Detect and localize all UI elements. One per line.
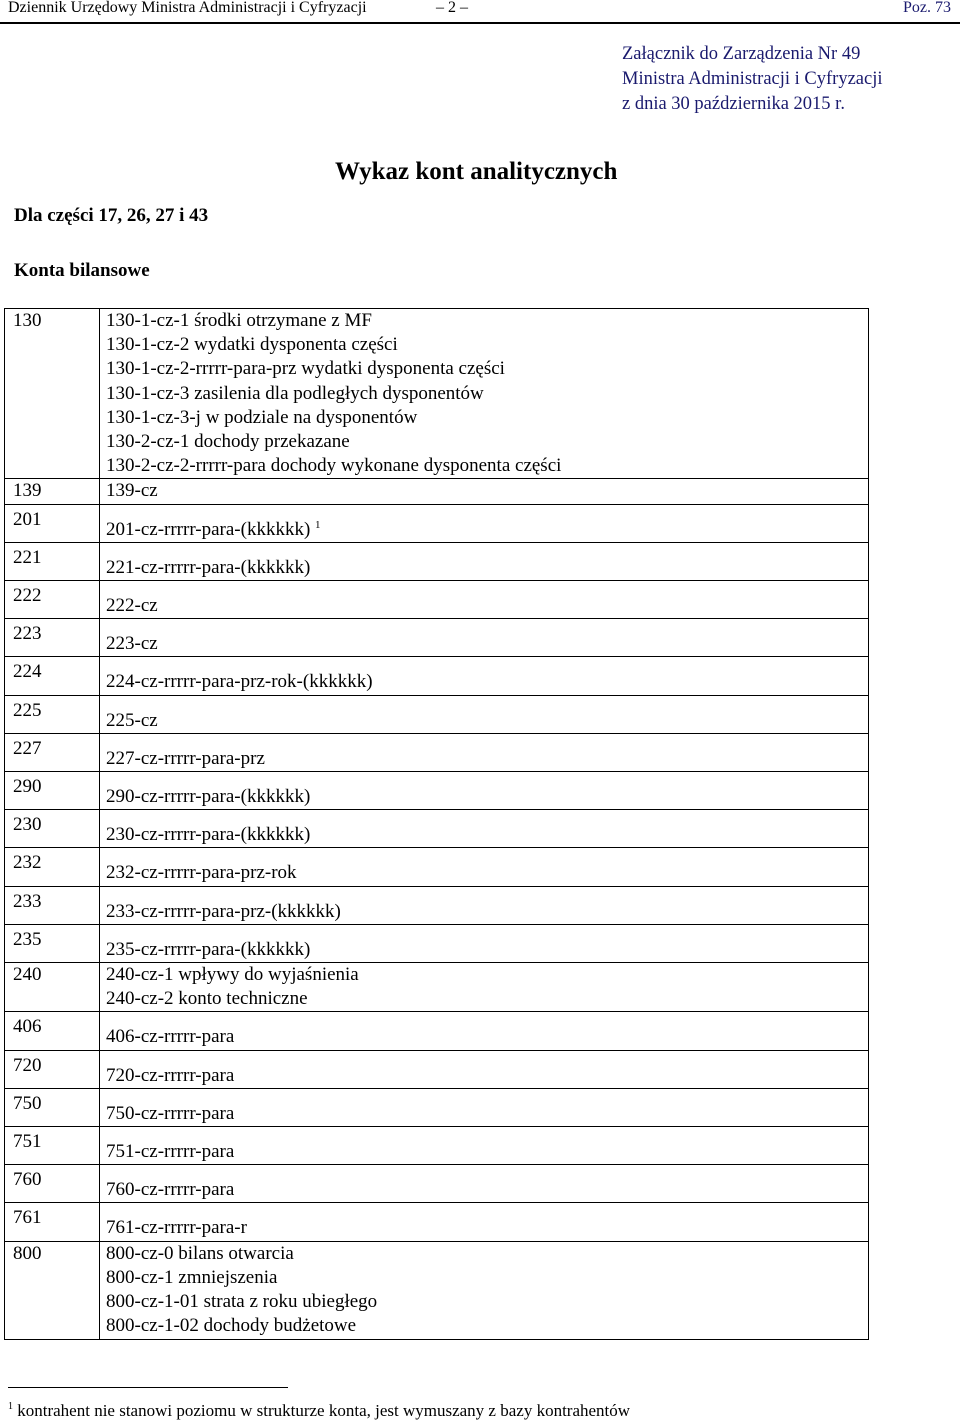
account-row (5, 772, 869, 810)
subaccount-line (106, 823, 868, 847)
account-code: 406 (5, 1012, 100, 1050)
account-code: 720 (5, 1050, 100, 1088)
subaccount-line (106, 594, 868, 618)
subaccount-text: 222-cz (106, 595, 158, 617)
subaccount-line (106, 1290, 868, 1314)
footnote (8, 1400, 630, 1422)
annex-line: Załącznik do Zarządzenia Nr 49 (622, 44, 861, 64)
subaccount-text: 221-cz-rrrrr-para-(kkkkkk) (106, 556, 311, 578)
account-code: 130 (5, 309, 100, 479)
account-row (5, 1241, 869, 1339)
subaccount-line (106, 1242, 868, 1266)
subaccount-text: 130-2-cz-2-rrrrr-para dochody wykonane dysponenta części (106, 455, 562, 477)
subaccount-text: 800-cz-1 zmniejszenia (106, 1266, 278, 1288)
subaccount-text: 240-cz-2 konto techniczne (106, 988, 308, 1010)
subaccount-text: 130-1-cz-2-rrrrr-para-prz wydatki dysponenta części (106, 358, 505, 380)
subaccount-text: 130-1-cz-3 zasilenia dla podległych dysponentów (106, 382, 484, 404)
account-subaccounts (100, 1050, 869, 1088)
account-row (5, 479, 869, 504)
account-subaccounts (100, 772, 869, 810)
subaccount-text: 230-cz-rrrrr-para-(kkkkkk) (106, 824, 311, 846)
subaccount-text: 750-cz-rrrrr-para (106, 1102, 235, 1124)
subaccount-text: 139-cz (106, 480, 158, 502)
footnote-text: kontrahent nie stanowi poziomu w strukturze konta, jest wymuszany z bazy kontrahentów (17, 1401, 631, 1420)
subaccount-text: 751-cz-rrrrr-para (106, 1141, 235, 1163)
accounts-table (4, 308, 869, 1340)
account-subaccounts (100, 479, 869, 504)
subaccount-text: 800-cz-0 bilans otwarcia (106, 1242, 294, 1264)
subaccount-line (106, 900, 868, 924)
subaccount-line (106, 1064, 868, 1088)
account-code: 760 (5, 1165, 100, 1203)
subaccount-line (106, 670, 868, 694)
account-subaccounts (100, 504, 869, 542)
subaccount-line (106, 309, 868, 333)
subaccount-line (106, 938, 868, 962)
annex-line: z dnia 30 października 2015 r. (622, 94, 845, 114)
subaccount-text: 130-1-cz-2 wydatki dysponenta części (106, 334, 398, 356)
section-label: Konta bilansowe (14, 260, 150, 281)
subaccount-line (106, 747, 868, 771)
account-subaccounts (100, 695, 869, 733)
account-code: 230 (5, 810, 100, 848)
account-row (5, 1012, 869, 1050)
account-row (5, 886, 869, 924)
account-row (5, 810, 869, 848)
account-subaccounts (100, 848, 869, 886)
account-code: 222 (5, 581, 100, 619)
account-row (5, 542, 869, 580)
account-subaccounts (100, 657, 869, 695)
account-code: 232 (5, 848, 100, 886)
footnote-ref: 1 (315, 518, 321, 531)
account-code: 240 (5, 963, 100, 1012)
account-code: 224 (5, 657, 100, 695)
account-subaccounts (100, 1203, 869, 1241)
account-row (5, 309, 869, 479)
annex-line: Ministra Administracji i Cyfryzacji (622, 69, 883, 89)
subaccount-line (106, 382, 868, 406)
subaccount-line (106, 1314, 868, 1338)
subaccount-text: 290-cz-rrrrr-para-(kkkkkk) (106, 786, 311, 808)
account-subaccounts (100, 309, 869, 479)
account-subaccounts (100, 619, 869, 657)
subaccount-text: 800-cz-1-01 strata z roku ubiegłego (106, 1291, 378, 1313)
subaccount-text: 760-cz-rrrrr-para (106, 1179, 235, 1201)
subaccount-text: 201-cz-rrrrr-para-(kkkkkk) (106, 518, 311, 540)
account-row (5, 1203, 869, 1241)
account-subaccounts (100, 1241, 869, 1339)
subaccount-text: 761-cz-rrrrr-para-r (106, 1217, 247, 1239)
account-subaccounts (100, 542, 869, 580)
subaccount-line (106, 430, 868, 454)
account-row (5, 1127, 869, 1165)
account-code: 751 (5, 1127, 100, 1165)
subaccount-line (106, 709, 868, 733)
subaccount-text: 227-cz-rrrrr-para-prz (106, 747, 265, 769)
subaccount-text: 225-cz (106, 709, 158, 731)
account-code: 225 (5, 695, 100, 733)
account-subaccounts (100, 886, 869, 924)
account-code: 233 (5, 886, 100, 924)
account-code: 223 (5, 619, 100, 657)
account-subaccounts (100, 963, 869, 1012)
account-code: 201 (5, 504, 100, 542)
account-subaccounts (100, 924, 869, 962)
account-subaccounts (100, 733, 869, 771)
header-position: Poz. 73 (903, 0, 951, 16)
account-row (5, 504, 869, 542)
subaccount-text: 130-1-cz-1 środki otrzymane z MF (106, 310, 372, 331)
account-row (5, 1088, 869, 1126)
account-code: 221 (5, 542, 100, 580)
account-subaccounts (100, 1165, 869, 1203)
subaccount-text: 223-cz (106, 633, 158, 655)
account-row (5, 848, 869, 886)
account-subaccounts (100, 1012, 869, 1050)
account-code: 761 (5, 1203, 100, 1241)
account-row (5, 581, 869, 619)
account-subaccounts (100, 810, 869, 848)
account-code: 139 (5, 479, 100, 504)
subaccount-line (106, 1178, 868, 1202)
subaccount-line (106, 518, 868, 542)
subaccount-line (106, 1216, 868, 1240)
account-row (5, 733, 869, 771)
subaccount-line (106, 333, 868, 357)
account-subaccounts (100, 1127, 869, 1165)
subaccount-text: 130-2-cz-1 dochody przekazane (106, 431, 350, 453)
subaccount-line (106, 1140, 868, 1164)
subaccount-line (106, 406, 868, 430)
account-code: 235 (5, 924, 100, 962)
subaccount-text: 240-cz-1 wpływy do wyjaśnienia (106, 964, 359, 986)
subaccount-text: 130-1-cz-3-j w podziale na dysponentów (106, 406, 418, 428)
account-row (5, 695, 869, 733)
account-row (5, 963, 869, 1012)
subaccount-line (106, 454, 868, 478)
annex-block (622, 42, 883, 117)
subaccount-line (106, 785, 868, 809)
subaccount-line (106, 1025, 868, 1049)
subaccount-line (106, 987, 868, 1011)
subaccount-text: 233-cz-rrrrr-para-prz-(kkkkkk) (106, 900, 341, 922)
account-subaccounts (100, 1088, 869, 1126)
account-row (5, 657, 869, 695)
account-code: 800 (5, 1241, 100, 1339)
subaccount-text: 235-cz-rrrrr-para-(kkkkkk) (106, 938, 311, 960)
part-label: Dla części 17, 26, 27 i 43 (14, 205, 209, 226)
subaccount-line (106, 963, 868, 987)
account-code: 227 (5, 733, 100, 771)
footnote-mark: 1 (8, 1401, 13, 1412)
subaccount-text: 800-cz-1-02 dochody budżetowe (106, 1315, 357, 1337)
account-row (5, 1165, 869, 1203)
subaccount-line (106, 357, 868, 381)
subaccount-text: 224-cz-rrrrr-para-prz-rok-(kkkkkk) (106, 671, 373, 693)
subaccount-line (106, 556, 868, 580)
header-journal-title: Dziennik Urzędowy Ministra Administracji i Cyfryzacji (8, 0, 367, 16)
subaccount-line (106, 861, 868, 885)
footnote-rule (8, 1387, 288, 1388)
header-page-number: – 2 – (436, 0, 468, 16)
subaccount-text: 720-cz-rrrrr-para (106, 1064, 235, 1086)
header-rule (0, 22, 960, 24)
subaccount-line (106, 632, 868, 656)
subaccount-line (106, 1266, 868, 1290)
subaccount-line (106, 479, 868, 503)
subaccount-text: 406-cz-rrrrr-para (106, 1026, 235, 1048)
account-row (5, 619, 869, 657)
subaccount-text: 232-cz-rrrrr-para-prz-rok (106, 862, 297, 884)
account-code: 290 (5, 772, 100, 810)
subaccount-line (106, 1102, 868, 1126)
document-title: Wykaz kont analitycznych (335, 158, 618, 185)
account-code: 750 (5, 1088, 100, 1126)
account-subaccounts (100, 581, 869, 619)
account-row (5, 1050, 869, 1088)
account-row (5, 924, 869, 962)
